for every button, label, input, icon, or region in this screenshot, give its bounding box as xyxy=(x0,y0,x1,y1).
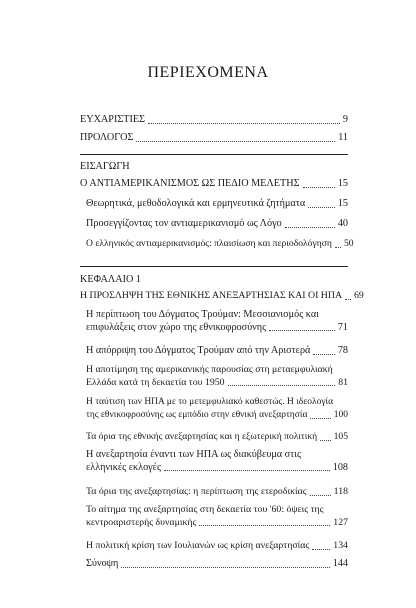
toc-page-number: 108 xyxy=(332,462,348,473)
toc-entry-label: Η πολιτική κρίση των Ιουλιανών ως κρίση ανεξαρτησίας xyxy=(86,540,310,551)
toc-page-number: 71 xyxy=(337,322,348,333)
toc-entry[interactable] xyxy=(86,218,348,231)
toc-page-number: 9 xyxy=(342,114,348,125)
toc-entry[interactable] xyxy=(86,448,348,474)
toc-entry-label: ΕΥΧΑΡΙΣΤΙΕΣ xyxy=(80,114,146,125)
toc-entry-label: Η ανεξαρτησία έναντι των ΗΠΑ ως διακύβευμα στις xyxy=(86,449,302,460)
toc-entry-label: Τα όρια της ανεξαρτησίας: η περίπτωση της ετεροδικίας xyxy=(86,486,307,497)
toc-entry[interactable] xyxy=(86,238,354,251)
toc-page-number: 69 xyxy=(354,290,364,301)
toc-entry-label: Ο ελληνικός αντιαμερικανισμός: πλαισίωση και περιοδολόγηση xyxy=(86,238,332,249)
toc-entry-label: Το αίτημα της ανεξαρτησίας στη δεκαετία του '60: όψεις της xyxy=(86,504,324,515)
leader-dots xyxy=(310,418,330,419)
leader-dots xyxy=(164,470,330,471)
toc-entry-label-continued: Ελλάδα κατά τη δεκαετία του 1950 xyxy=(86,377,225,388)
toc-entry-label-continued: της εθνικοφροσύνης ως εμπόδιο στην εθνική ανεξαρτησία xyxy=(86,410,308,420)
leader-dots xyxy=(285,227,335,228)
toc-entry-label: Θεωρητικά, μεθοδολογικά και ερμηνευτικά ζητήματα xyxy=(86,198,306,209)
toc-entry-label: Η ταύτιση των ΗΠΑ με το μετεμφυλιακό καθεστώς. Η ιδεολογία xyxy=(86,397,334,407)
toc-entry-label: Προσεγγίζοντας τον αντιαμερικανισμό ως Λόγο xyxy=(86,218,282,229)
toc-entry[interactable] xyxy=(86,558,348,571)
leader-dots xyxy=(269,330,335,331)
page-title: ΠΕΡΙΕΧΟΜΕΝΑ xyxy=(147,64,269,81)
toc-entry-label: Τα όρια της εθνικής ανεξαρτησίας και η εξωτερική πολιτική xyxy=(86,431,318,442)
toc-page-number: 134 xyxy=(333,540,348,551)
toc-entry-label-continued: επιφυλάξεις στον χώρο της εθνικοφροσύνης xyxy=(86,322,267,333)
toc-entry[interactable] xyxy=(86,486,348,499)
toc-entry[interactable] xyxy=(86,540,348,553)
toc-entry[interactable] xyxy=(86,431,348,444)
toc-entry-label: Η ΠΡΟΣΛΗΨΗ ΤΗΣ ΕΘΝΙΚΗΣ ΑΝΕΞΑΡΤΗΣΙΑΣ ΚΑΙ ΟΙ ΗΠΑ xyxy=(80,290,343,301)
toc-page-number: 15 xyxy=(337,198,348,209)
toc-page-number: 11 xyxy=(338,132,348,143)
leader-dots xyxy=(335,247,341,248)
toc-entry[interactable] xyxy=(86,345,348,358)
toc-page-number: 15 xyxy=(337,178,348,189)
toc-page-number: 127 xyxy=(333,517,348,528)
leader-dots xyxy=(320,440,330,441)
toc-entry-label: Σύνοψη xyxy=(86,558,119,569)
toc-entry[interactable] xyxy=(86,308,348,334)
leader-dots xyxy=(313,354,334,355)
leader-dots xyxy=(148,123,340,124)
leader-dots xyxy=(308,207,335,208)
toc-entry[interactable] xyxy=(86,503,348,529)
section-heading: ΕΙΣΑΓΩΓΗ xyxy=(80,161,130,172)
toc-entry[interactable] xyxy=(86,363,348,389)
toc-entry-label: Η περίπτωση του Δόγματος Τρούμαν: Μεσσιανισμός και xyxy=(86,309,319,320)
leader-dots xyxy=(199,525,330,526)
section-heading: ΚΕΦΑΛΑΙΟ 1 xyxy=(80,274,142,285)
toc-entry-intro-title[interactable] xyxy=(80,178,348,191)
toc-page-number: 118 xyxy=(333,486,348,497)
section-divider xyxy=(80,154,348,155)
toc-entry-label: Ο ΑΝΤΙΑΜΕΡΙΚΑΝΙΣΜΟΣ ΩΣ ΠΕΔΙΟ ΜΕΛΕΤΗΣ xyxy=(80,178,300,189)
toc-page-number: 144 xyxy=(332,558,348,569)
toc-entry-acknowledgements[interactable] xyxy=(80,114,348,127)
toc-page-number: 40 xyxy=(337,218,348,229)
toc-entry[interactable] xyxy=(86,396,348,422)
leader-dots xyxy=(303,187,335,188)
toc-entry-label: Η απόρριψη του Δόγματος Τρούμαν από την Αριστερά xyxy=(86,345,311,356)
toc-entry-label: Η αποτίμηση της αμερικανικής παρουσίας στη μεταεμφυλιακή xyxy=(86,364,333,375)
toc-entry[interactable] xyxy=(86,198,348,211)
leader-dots xyxy=(312,549,330,550)
leader-dots xyxy=(121,567,329,568)
toc-page-number: 50 xyxy=(343,238,354,249)
toc-page-number: 105 xyxy=(333,431,348,442)
leader-dots xyxy=(310,495,331,496)
leader-dots xyxy=(136,141,335,142)
toc-entry-label: ΠΡΟΛΟΓΟΣ xyxy=(80,132,134,143)
toc-entry-chapter-title[interactable] xyxy=(80,290,364,303)
section-divider xyxy=(80,266,348,267)
leader-dots xyxy=(345,299,351,300)
leader-dots xyxy=(228,385,336,386)
toc-entry-preface[interactable] xyxy=(80,132,348,145)
toc-page-number: 78 xyxy=(337,345,348,356)
toc-page-number: 81 xyxy=(338,377,348,388)
toc-page-number: 100 xyxy=(333,410,348,420)
toc-entry-label-continued: κεντροαριστερής δυναμικής xyxy=(86,517,197,528)
toc-entry-label-continued: ελληνικές εκλογές xyxy=(86,462,161,473)
